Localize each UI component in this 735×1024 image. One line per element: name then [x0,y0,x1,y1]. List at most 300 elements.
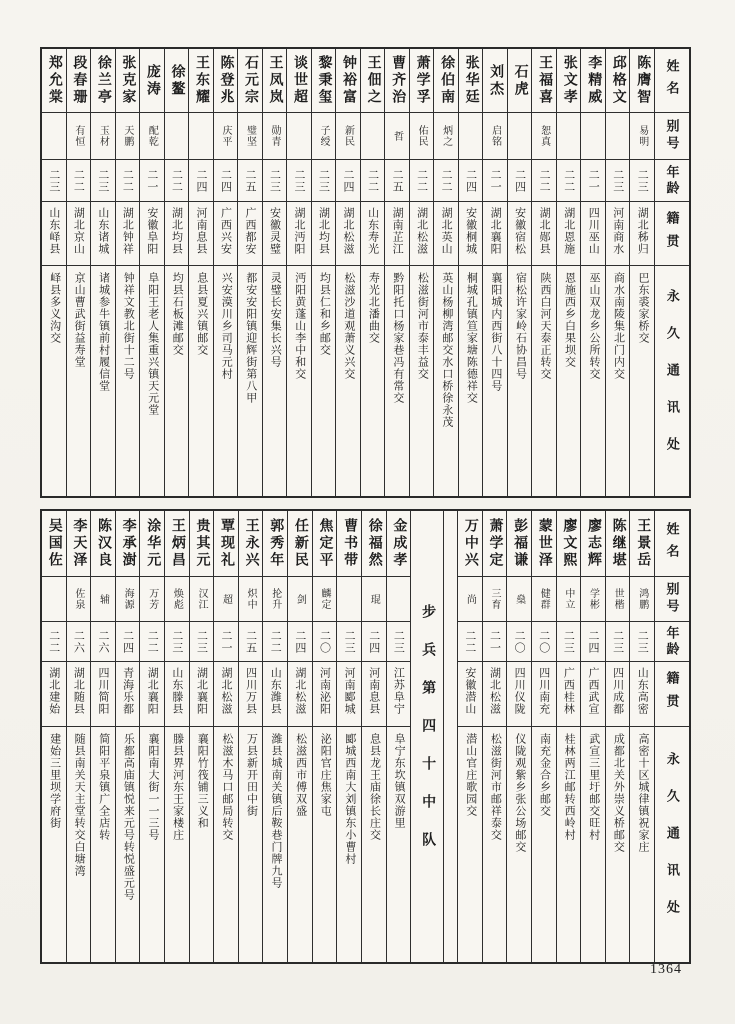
address-cell [238,265,262,496]
age-cell [165,621,189,661]
roster-column [507,49,532,496]
address-cell-text: 随县南关天主堂转交白塘湾 [73,733,86,877]
age-cell-text: 二〇 [537,629,550,654]
alias-cell [165,576,189,621]
name-cell-text: 王福喜 [537,55,553,106]
age-cell [67,621,91,661]
age-cell-text: 二一 [145,168,158,193]
native-cell [190,661,214,726]
address-cell-text: 均县仁和乡邮交 [318,272,331,356]
roster-column [409,49,434,496]
age-cell [214,159,238,201]
address-cell [116,726,140,962]
native-cell [434,201,458,265]
alias-cell-text: 世楷 [612,588,624,610]
age-cell [67,159,91,201]
alias-cell [189,112,213,159]
unit-label-column [410,511,443,962]
native-cell-text: 江苏阜宁 [392,667,405,715]
native-cell [606,661,630,726]
name-cell-text: 陈登兆 [218,55,234,106]
roster-column [312,511,337,962]
alias-cell [312,112,336,159]
native-cell [337,661,361,726]
name-cell [361,49,385,112]
roster-column [531,49,556,496]
name-cell [313,511,337,576]
age-cell-text: 二〇 [318,629,331,654]
address-cell [312,265,336,496]
address-cell-text: 桂林两江邮转西岭村 [563,733,576,841]
roster-column [556,511,581,962]
name-cell-text: 庞涛 [144,63,160,98]
roster-column [262,49,287,496]
name-cell [606,49,630,112]
native-cell [67,201,91,265]
native-cell [214,661,238,726]
alias-cell-text: 焕彪 [171,588,183,610]
native-cell [140,661,164,726]
age-cell [239,621,263,661]
native-cell-text: 四川成都 [611,667,624,715]
address-cell [263,265,287,496]
address-cell-text: 商水南陵集北门内交 [612,272,625,380]
address-cell-text: 建始三里坝学府街 [48,733,61,829]
age-cell [91,621,115,661]
native-cell [458,661,482,726]
name-cell [507,511,531,576]
alias-cell-text: 超 [220,593,232,605]
roster-column [531,511,556,962]
name-cell [630,511,654,576]
address-cell-text: 息县夏兴镇邮交 [195,272,208,356]
native-cell-text: 广西兴安 [219,207,232,255]
address-cell [287,265,311,496]
native-cell [312,201,336,265]
alias-cell [581,576,605,621]
name-cell-text: 谈世超 [292,55,308,106]
roster-column [238,511,263,962]
name-cell-text: 郑允棠 [46,55,62,106]
alias-cell-text: 启铭 [489,125,501,147]
age-cell [606,159,630,201]
name-cell [557,49,581,112]
alias-cell-text: 天鹏 [121,125,133,147]
age-cell-text: 二二 [366,168,379,193]
address-cell-text: 阜宁东坎镇双游里 [393,733,406,829]
age-cell-text: 二一 [489,168,502,193]
age-cell-text: 二三 [611,168,624,193]
native-cell [42,661,66,726]
roster-column [580,49,605,496]
name-cell-text: 石虎 [512,63,528,98]
age-cell [189,159,213,201]
native-cell-text: 山东峄县 [47,207,60,255]
name-cell [91,511,115,576]
alias-cell [630,576,654,621]
name-cell-text: 吴国佐 [46,518,62,569]
address-cell [458,726,482,962]
address-cell [288,726,312,962]
age-cell-text: 二〇 [513,629,526,654]
native-cell [508,201,532,265]
name-cell [336,49,360,112]
address-cell-text: 松滋木马口邮局转交 [220,733,233,841]
name-cell-text: 王凤岚 [267,55,283,106]
alias-cell [630,112,654,159]
address-cell [263,726,287,962]
name-cell [606,511,630,576]
roster-column [42,511,66,962]
age-cell-text: 二四 [367,629,380,654]
name-cell-text: 廖志辉 [585,518,601,569]
native-cell-text: 山东诸城 [96,207,109,255]
address-cell [434,265,458,496]
address-cell-text: 灵璧长安集长兴号 [269,272,282,368]
name-cell-text: 陈继堪 [610,518,626,569]
age-cell [42,621,66,661]
address-cell-text: 襄阳城内西街八十四号 [489,272,502,392]
native-cell [361,201,385,265]
age-cell-text: 二一 [488,629,501,654]
native-cell [116,201,140,265]
age-cell [606,621,630,661]
native-cell-text: 湖北沔阳 [293,207,306,255]
address-cell [190,726,214,962]
age-cell [313,621,337,661]
native-cell-text: 湖北襄阳 [489,207,502,255]
name-cell-text: 贵其元 [194,518,210,569]
alias-cell [91,112,115,159]
age-cell-text: 二三 [611,629,624,654]
name-cell-text: 涂华元 [145,518,161,569]
address-cell [140,265,164,496]
name-cell [362,511,386,576]
address-cell-text: 钟祥文教北街十二号 [122,272,135,380]
alias-cell-text: 汉江 [195,588,207,610]
address-cell-text: 潜山官庄歌园交 [464,733,477,817]
native-cell [385,201,409,265]
name-cell-text: 徐福然 [366,518,382,569]
alias-cell-text: 健群 [538,588,550,610]
alias-cell [140,576,164,621]
name-cell-text: 钟裕富 [341,55,357,106]
age-cell [557,159,581,201]
address-cell-text: 襄阳竹筏铺三义和 [196,733,209,829]
native-cell-text: 山东寿光 [366,207,379,255]
native-cell [581,201,605,265]
age-cell-text: 二二 [415,168,428,193]
alias-cell [387,576,411,621]
alias-cell [263,112,287,159]
alias-cell [214,112,238,159]
address-cell-text: 仪陇观紫乡张公场邮交 [513,733,526,853]
age-cell-text: 二一 [220,629,233,654]
address-cell-text: 诸城参牛镇前村履信堂 [97,272,110,392]
roster-column [335,49,360,496]
age-cell [507,621,531,661]
age-cell-text: 二三 [293,168,306,193]
roster-column [213,49,238,496]
age-cell [458,621,482,661]
address-cell-text: 松滋街河市邮祥泰交 [489,733,502,841]
native-cell-text: 四川巫山 [587,207,600,255]
roster-column [482,49,507,496]
native-cell-text: 湖北松滋 [293,667,306,715]
name-cell [263,49,287,112]
alias-cell-text: 子绶 [318,125,330,147]
age-cell [387,621,411,661]
alias-cell [336,112,360,159]
name-cell-text: 萧学孚 [414,55,430,106]
age-cell [532,621,556,661]
address-cell [459,265,483,496]
address-cell-text: 恩施西乡白果坝交 [563,272,576,368]
address-cell [165,265,189,496]
name-cell [337,511,361,576]
name-cell-text: 徐鳌 [169,63,185,98]
alias-cell [91,576,115,621]
alias-cell [313,576,337,621]
roster-column [556,49,581,496]
name-cell-text: 蒙世泽 [536,518,552,569]
address-cell-text: 武宣三里圩邮交旺村 [587,733,600,841]
native-cell [630,201,654,265]
address-cell [557,726,581,962]
roster-column [66,511,91,962]
native-cell [313,661,337,726]
native-cell [214,201,238,265]
age-cell [630,621,654,661]
address-cell-text: 泌阳官庄焦家屯 [319,733,332,817]
roster-column [605,49,630,496]
age-cell [214,621,238,661]
age-cell [263,159,287,201]
name-cell-text: 萧学定 [487,518,503,569]
native-cell-text: 湖北松滋 [220,667,233,715]
age-cell-text: 二四 [342,168,355,193]
alias-cell [42,576,66,621]
name-cell [581,49,605,112]
address-cell-text: 万县新开田中街 [245,733,258,817]
name-cell-text: 陈膺智 [635,55,651,106]
age-cell-text: 二四 [464,168,477,193]
name-cell [238,49,262,112]
age-cell-text: 二二 [72,168,85,193]
roster-table-top [40,47,691,498]
alias-cell [362,576,386,621]
name-cell [67,511,91,576]
alias-cell-text: 佐泉 [72,588,84,610]
alias-cell [508,112,532,159]
native-cell [263,661,287,726]
roster-column [90,49,115,496]
name-cell-text: 廖文熙 [561,518,577,569]
native-cell [410,201,434,265]
name-cell [287,49,311,112]
native-cell-text: 河南泌阳 [318,667,331,715]
alias-cell-text: 勋青 [269,125,280,147]
name-cell [483,49,507,112]
age-cell [165,159,189,201]
address-cell [362,726,386,962]
age-cell [483,621,507,661]
name-cell-text: 任新民 [292,518,308,569]
native-cell-text: 山东潍县 [269,667,282,715]
age-cell-text: 二四 [513,168,526,193]
alias-cell [606,112,630,159]
native-cell-text: 湖北恩施 [562,207,575,255]
address-cell-text: 松滋沙道观萧义兴交 [342,272,355,380]
roster-column [386,511,411,962]
native-cell [165,201,189,265]
native-cell-text: 湖北均县 [170,207,183,255]
native-cell-text: 四川仪陇 [513,667,526,715]
address-cell [630,265,654,496]
alias-cell-text: 燊 [513,593,525,605]
alias-cell-text: 剑 [294,593,306,605]
page-number: 1364 [650,962,682,977]
native-cell [287,201,311,265]
native-cell-text: 四川南充 [537,667,550,715]
name-cell-text: 石元宗 [242,55,258,106]
address-cell [606,265,630,496]
native-cell-text: 湖北襄阳 [195,667,208,715]
name-cell [165,49,189,112]
name-cell-text: 陈汉良 [96,518,111,569]
age-cell-text: 二六 [97,629,109,654]
header-column-bottom [654,511,689,962]
native-cell-text: 四川万县 [244,667,257,715]
native-cell-text: 湖北随县 [72,667,85,715]
alias-cell [42,112,66,159]
address-cell-text: 巴东裘家桥交 [637,272,650,344]
native-cell [483,661,507,726]
age-cell [459,159,483,201]
native-cell [532,661,556,726]
roster-column [336,511,361,962]
alias-cell-text: 有恒 [72,125,84,147]
address-cell-text: 兴安漠川乡司马元村 [220,272,233,380]
name-cell [532,511,556,576]
age-cell-text: 二三 [562,629,575,654]
native-cell [557,201,581,265]
roster-column [433,49,458,496]
alias-cell [507,576,531,621]
name-cell-text: 覃现礼 [219,518,235,569]
age-cell [434,159,458,201]
name-cell [458,511,482,576]
native-cell-text: 安徽灵璧 [268,207,281,255]
alias-cell-text: 学彬 [587,588,599,610]
address-cell-text: 桐城孔镇笪家塘陈德祥交 [465,272,478,404]
name-cell [483,511,507,576]
age-cell-text: 二五 [243,168,256,193]
native-cell-text: 广西桂林 [562,667,575,715]
roster-column [311,49,336,496]
name-cell [189,49,213,112]
age-cell [581,621,605,661]
address-cell [337,726,361,962]
age-cell [483,159,507,201]
address-cell-text: 阜阳王老人集重兴镇天元堂 [146,272,159,416]
address-cell [42,726,66,962]
address-cell-text: 松滋西市傅双盛 [294,733,307,817]
header-native: 籍贯 [655,661,689,726]
name-cell-text: 金成孝 [391,518,407,569]
age-cell [238,159,262,201]
native-cell-text: 河南息县 [194,207,207,255]
name-cell [557,511,581,576]
age-cell [116,621,140,661]
address-cell-text: 乐都高庙镇悦来元号转悦盛元号 [122,733,135,901]
native-cell [336,201,360,265]
native-cell [165,661,189,726]
native-cell [557,661,581,726]
native-cell-text: 湖北建始 [47,667,60,715]
alias-cell-text: 海源 [122,588,134,610]
roster-column [164,49,189,496]
header-age: 年龄 [655,621,689,661]
alias-cell [459,112,483,159]
empty-spacer-column [443,511,457,962]
alias-cell [287,112,311,159]
native-cell [483,201,507,265]
address-cell [91,265,115,496]
address-cell-text: 南充金合乡邮交 [538,733,551,817]
address-cell [67,265,91,496]
address-cell [483,726,507,962]
alias-cell [483,112,507,159]
header-address: 永久通讯处 [655,726,689,962]
address-cell-text: 京山曹武街益寿堂 [73,272,86,368]
native-cell-text: 安徽宿松 [513,207,526,255]
alias-cell [239,576,263,621]
name-cell [532,49,556,112]
alias-cell-text: 易明 [636,125,648,147]
age-cell [581,159,605,201]
name-cell [42,49,66,112]
header-age: 年龄 [655,159,689,201]
age-cell-text: 二三 [317,168,330,193]
age-cell [362,621,386,661]
alias-cell-text: 琨 [368,593,380,605]
alias-cell [557,112,581,159]
alias-cell-text: 辅 [97,593,109,605]
roster-column [115,49,140,496]
native-cell-text: 湖北松滋 [415,207,428,255]
address-cell-text: 都安安阳镇迎辉街第八甲 [244,272,257,404]
age-cell-text: 二三 [636,168,649,193]
alias-cell [116,576,140,621]
alias-cell [483,576,507,621]
header-column-top [654,49,689,496]
alias-cell [214,576,238,621]
header-address: 永久通讯处 [655,265,689,496]
alias-cell-text: 玉材 [97,125,109,147]
address-cell [165,726,189,962]
native-cell [263,201,287,265]
native-cell-text: 安徽桐城 [464,207,477,255]
name-cell-text: 张克家 [120,55,136,106]
roster-column [286,49,311,496]
address-cell [42,265,66,496]
name-cell [312,49,336,112]
alias-cell [581,112,605,159]
alias-cell-text: 哲 [391,130,403,142]
age-cell-text: 二二 [463,629,476,654]
native-cell-text: 湖北襄阳 [146,667,159,715]
